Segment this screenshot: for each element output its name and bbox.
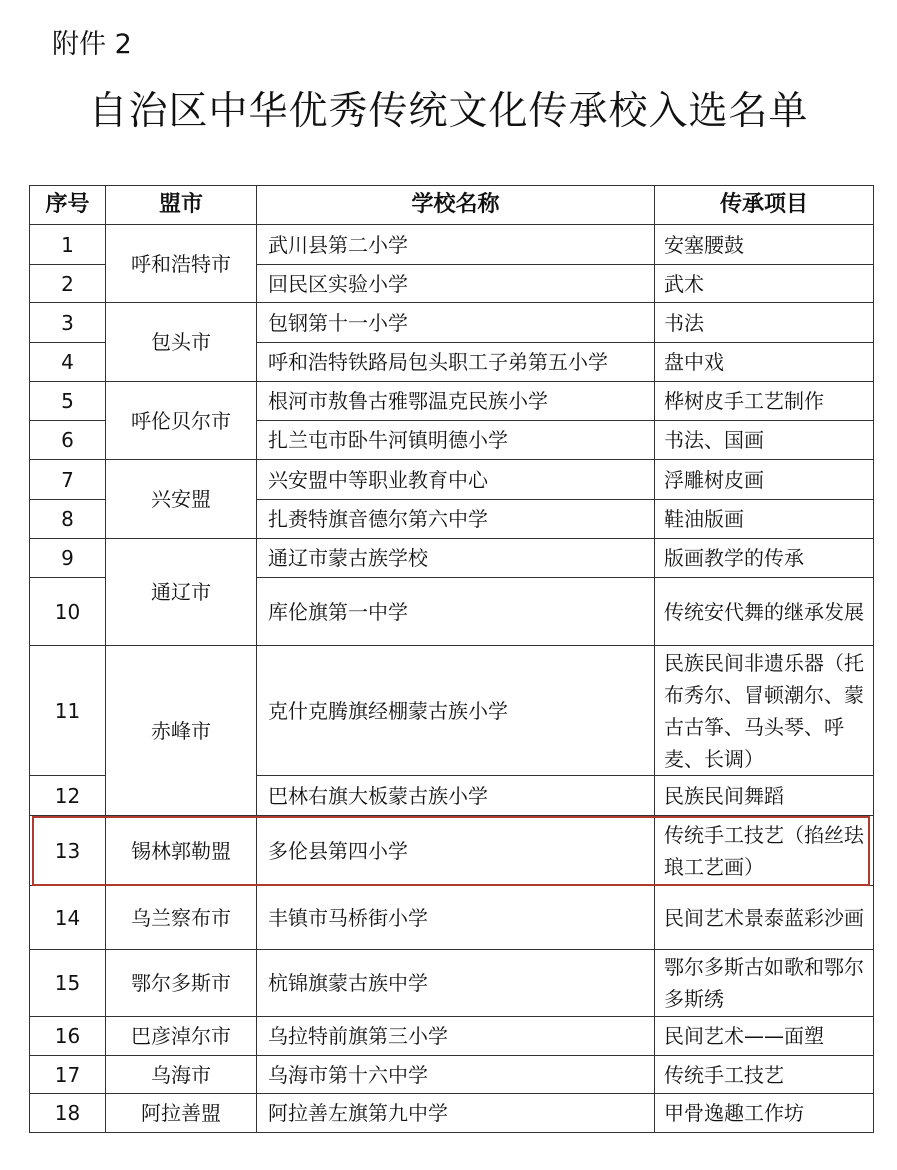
row-league: 乌兰察布市 xyxy=(106,886,257,950)
row-league: 通辽市 xyxy=(106,539,257,646)
row-school: 乌拉特前旗第三小学 xyxy=(257,1017,655,1056)
row-index: 5 xyxy=(30,382,106,421)
row-item: 盘中戏 xyxy=(655,343,874,382)
row-index: 10 xyxy=(30,578,106,646)
row-item: 民族民间舞蹈 xyxy=(655,776,874,816)
row-item: 版画教学的传承 xyxy=(655,539,874,578)
row-school: 乌海市第十六中学 xyxy=(257,1056,655,1094)
row-index: 13 xyxy=(30,816,106,886)
row-school: 武川县第二小学 xyxy=(257,225,655,265)
table-header-row xyxy=(30,186,874,225)
table-row xyxy=(30,225,874,265)
table-row xyxy=(30,1056,874,1094)
table-row xyxy=(30,1094,874,1133)
row-item: 鞋油版画 xyxy=(655,500,874,539)
row-league: 乌海市 xyxy=(106,1056,257,1094)
row-item: 民间艺术——面塑 xyxy=(655,1017,874,1056)
school-list-table xyxy=(29,185,874,1133)
row-school: 杭锦旗蒙古族中学 xyxy=(257,950,655,1017)
header-index: 序号 xyxy=(30,186,106,225)
row-index: 12 xyxy=(30,776,106,816)
row-index: 4 xyxy=(30,343,106,382)
row-item: 传统手工技艺（掐丝珐琅工艺画） xyxy=(655,816,874,886)
row-item: 传统手工技艺 xyxy=(655,1056,874,1094)
row-index: 18 xyxy=(30,1094,106,1133)
row-index: 1 xyxy=(30,225,106,265)
row-item: 安塞腰鼓 xyxy=(655,225,874,265)
table-row xyxy=(30,816,874,886)
row-index: 7 xyxy=(30,460,106,500)
table-row xyxy=(30,382,874,421)
row-school: 根河市敖鲁古雅鄂温克民族小学 xyxy=(257,382,655,421)
row-league: 呼伦贝尔市 xyxy=(106,382,257,460)
row-index: 16 xyxy=(30,1017,106,1056)
table-row xyxy=(30,1017,874,1056)
row-item: 书法、国画 xyxy=(655,421,874,460)
row-school: 回民区实验小学 xyxy=(257,265,655,303)
table-row xyxy=(30,646,874,776)
row-school: 扎赉特旗音德尔第六中学 xyxy=(257,500,655,539)
row-school: 通辽市蒙古族学校 xyxy=(257,539,655,578)
header-school-name: 学校名称 xyxy=(257,186,655,225)
row-league: 兴安盟 xyxy=(106,460,257,539)
row-index: 6 xyxy=(30,421,106,460)
row-index: 9 xyxy=(30,539,106,578)
row-league: 鄂尔多斯市 xyxy=(106,950,257,1017)
row-league: 阿拉善盟 xyxy=(106,1094,257,1133)
table-row xyxy=(30,886,874,950)
row-index: 17 xyxy=(30,1056,106,1094)
row-school: 包钢第十一小学 xyxy=(257,303,655,343)
row-school: 丰镇市马桥街小学 xyxy=(257,886,655,950)
row-index: 3 xyxy=(30,303,106,343)
row-league: 赤峰市 xyxy=(106,646,257,816)
row-item: 书法 xyxy=(655,303,874,343)
row-item: 浮雕树皮画 xyxy=(655,460,874,500)
row-school: 库伦旗第一中学 xyxy=(257,578,655,646)
row-index: 2 xyxy=(30,265,106,303)
row-school: 阿拉善左旗第九中学 xyxy=(257,1094,655,1133)
header-heritage-item: 传承项目 xyxy=(655,186,874,225)
row-league: 巴彦淖尔市 xyxy=(106,1017,257,1056)
row-item: 鄂尔多斯古如歌和鄂尔多斯绣 xyxy=(655,950,874,1017)
row-index: 8 xyxy=(30,500,106,539)
row-item: 民族民间非遗乐器（托布秀尔、冒顿潮尔、蒙古古筝、马头琴、呼麦、长调） xyxy=(655,646,874,776)
row-league: 包头市 xyxy=(106,303,257,382)
table-row xyxy=(30,303,874,343)
row-school: 扎兰屯市卧牛河镇明德小学 xyxy=(257,421,655,460)
row-league: 呼和浩特市 xyxy=(106,225,257,303)
row-league: 锡林郭勒盟 xyxy=(106,816,257,886)
row-item: 民间艺术景泰蓝彩沙画 xyxy=(655,886,874,950)
row-school: 巴林右旗大板蒙古族小学 xyxy=(257,776,655,816)
row-school: 呼和浩特铁路局包头职工子弟第五小学 xyxy=(257,343,655,382)
row-index: 15 xyxy=(30,950,106,1017)
row-index: 11 xyxy=(30,646,106,776)
table-row xyxy=(30,539,874,578)
row-school: 多伦县第四小学 xyxy=(257,816,655,886)
row-item: 传统安代舞的继承发展 xyxy=(655,578,874,646)
row-school: 克什克腾旗经棚蒙古族小学 xyxy=(257,646,655,776)
row-item: 甲骨逸趣工作坊 xyxy=(655,1094,874,1133)
table-row xyxy=(30,460,874,500)
document-title: 自治区中华优秀传统文化传承校入选名单 xyxy=(88,89,809,134)
header-league: 盟市 xyxy=(106,186,257,225)
row-school: 兴安盟中等职业教育中心 xyxy=(257,460,655,500)
attachment-label: 附件 2 xyxy=(52,29,132,60)
row-item: 武术 xyxy=(655,265,874,303)
table-row xyxy=(30,950,874,1017)
row-index: 14 xyxy=(30,886,106,950)
row-item: 桦树皮手工艺制作 xyxy=(655,382,874,421)
